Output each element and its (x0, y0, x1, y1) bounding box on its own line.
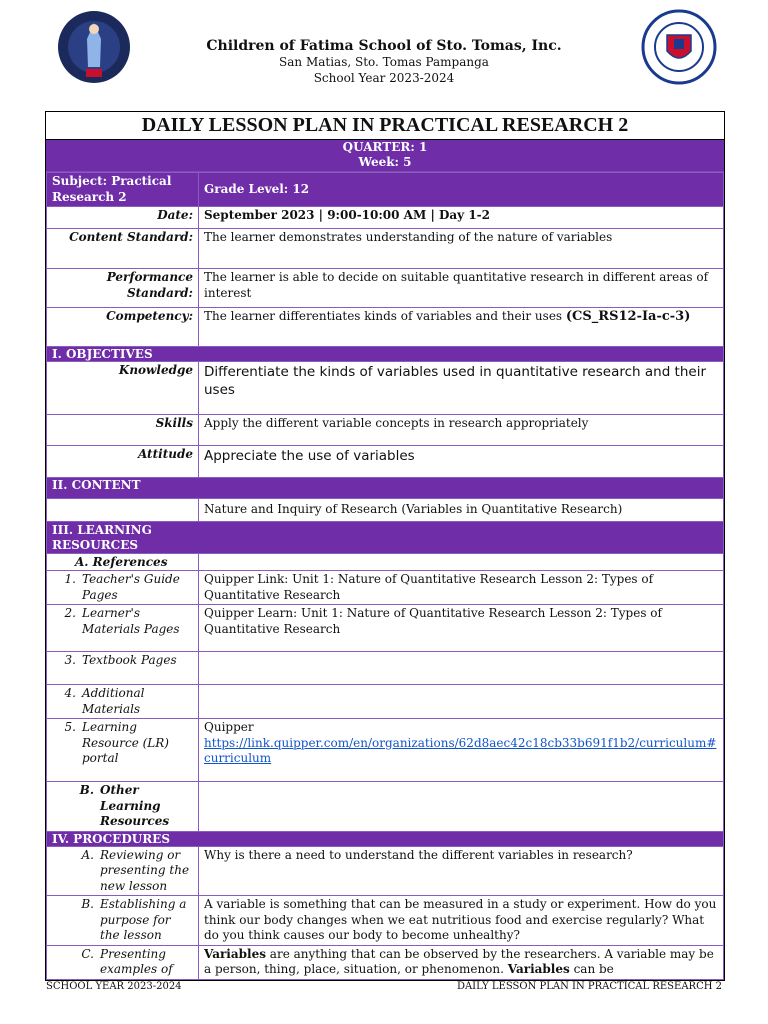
grade-level-cell: Grade Level: 12 (199, 173, 724, 207)
school-address: San Matias, Sto. Tomas Pampanga (279, 55, 489, 69)
resource-item-value: Quipper Link: Unit 1: Nature of Quantitative Research Lesson 2: Types of Quantitative Research (199, 571, 724, 605)
performance-standard-value: The learner is able to decide on suitable quantitative research in different areas of interest (199, 269, 724, 308)
lesson-plan-sheet (45, 111, 725, 981)
skills-value: Apply the different variable concepts in research appropriately (199, 415, 724, 446)
resource-item-label: 4. Additional Materials (47, 685, 199, 719)
footer-right: DAILY LESSON PLAN IN PRACTICAL RESEARCH 2 (456, 981, 722, 992)
resource-item-label: 2. Learner's Materials Pages (47, 605, 199, 652)
procedures-heading: IV. PROCEDURES (47, 831, 724, 846)
knowledge-label: Knowledge (47, 362, 199, 415)
skills-label: Skills (47, 415, 199, 446)
procedure-label: C. Presenting examples of (47, 945, 199, 979)
lr-portal-cell (199, 719, 724, 782)
procedure-value: A variable is something that can be measured in a study or experiment. How do you think our body changes when we eat nutritious food and exercise regularly? What do you think causes our body to become unhealthy? (199, 896, 724, 946)
content-heading: II. CONTENT (47, 478, 724, 499)
content-standard-label: Content Standard: (47, 229, 199, 269)
resource-item-value: Quipper Learn: Unit 1: Nature of Quantitative Research Lesson 2: Types of Quantitative Research (199, 605, 724, 652)
procedure-value: Variables are anything that can be observed by the researchers. A variable may be a person, thing, place, situation, or phenomenon. Variables can be (199, 945, 724, 979)
deped-seal (641, 9, 717, 85)
procedure-label: B. Establishing a purpose for the lesson (47, 896, 199, 946)
competency-label: Competency: (47, 308, 199, 347)
school-name: Children of Fatima School of Sto. Tomas, Inc. (206, 38, 562, 54)
resources-heading: III. LEARNING RESOURCES (47, 522, 724, 554)
lr-portal-value: Quipper (204, 720, 254, 734)
attitude-value: Appreciate the use of variables (199, 446, 724, 478)
other-resources-label: B. Other Learning Resources (47, 782, 199, 832)
week-label: Week: 5 (358, 155, 412, 169)
resource-item-label: 5. Learning Resource (LR) portal (47, 719, 199, 782)
quarter-label: QUARTER: 1 (342, 140, 428, 154)
school-year: School Year 2023-2024 (313, 71, 455, 85)
date-value: September 2023 | 9:00-10:00 AM | Day 1-2 (199, 207, 724, 229)
performance-standard-label: Performance Standard: (47, 269, 199, 308)
competency-value: The learner differentiates kinds of variables and their uses (204, 309, 566, 323)
footer-left: SCHOOL YEAR 2023-2024 (46, 981, 182, 992)
objectives-heading: I. OBJECTIVES (47, 347, 724, 362)
references-empty-cell (199, 554, 724, 571)
document-header (140, 38, 628, 86)
page-title: DAILY LESSON PLAN IN PRACTICAL RESEARCH 2 (46, 112, 724, 140)
competency-cell (199, 308, 724, 347)
attitude-label: Attitude (47, 446, 199, 478)
subject-cell: Subject: Practical Research 2 (47, 173, 199, 207)
competency-code: (CS_RS12-Ia-c-3) (565, 309, 691, 324)
lr-portal-link[interactable]: https://link.quipper.com/en/organizations/62d8aec42c18cb33b691f1b2/curriculum#curriculum (204, 735, 717, 765)
other-resources-value (199, 782, 724, 832)
procedure-value: Why is there a need to understand the different variables in research? (199, 846, 724, 896)
resource-item-label: 1. Teacher's Guide Pages (47, 571, 199, 605)
resource-item-value (199, 685, 724, 719)
school-logo (56, 9, 132, 85)
content-value: Nature and Inquiry of Research (Variables in Quantitative Research) (199, 499, 724, 522)
quarter-week-bar (46, 140, 724, 172)
procedure-label: A. Reviewing or presenting the new lesson (47, 846, 199, 896)
content-empty-cell (47, 499, 199, 522)
resource-item-label: 3. Textbook Pages (47, 652, 199, 685)
resource-item-value (199, 652, 724, 685)
references-label: A. References (47, 554, 199, 571)
date-label: Date: (47, 207, 199, 229)
knowledge-value: Differentiate the kinds of variables used in quantitative research and their uses (199, 362, 724, 415)
lesson-table (46, 172, 724, 980)
content-standard-value: The learner demonstrates understanding of the nature of variables (199, 229, 724, 269)
